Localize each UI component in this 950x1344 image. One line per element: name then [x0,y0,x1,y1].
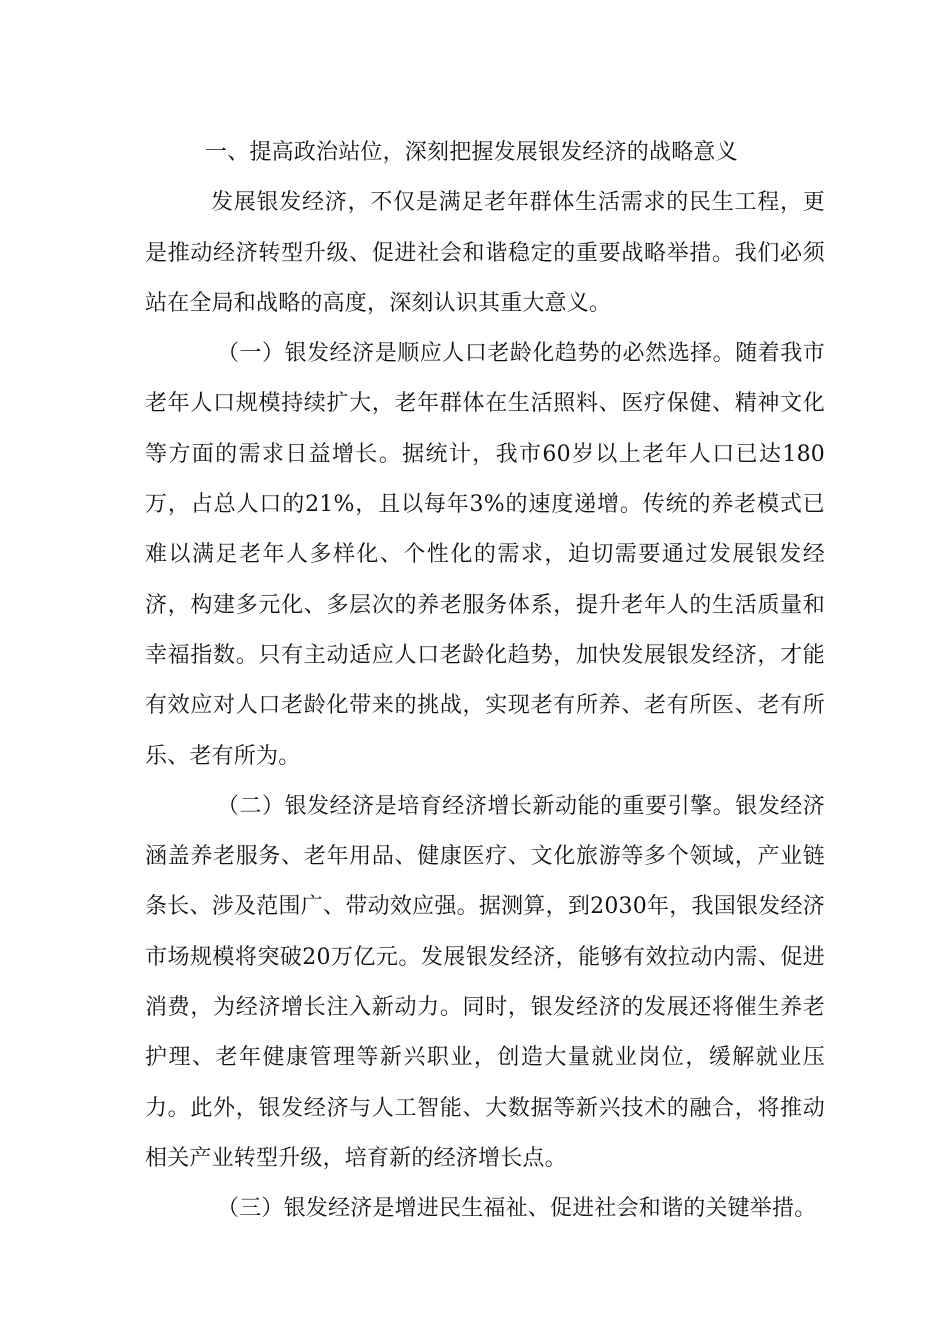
paragraph-intro: 发展银发经济，不仅是满足老年群体生活需求的民生工程，更是推动经济转型升级、促进社会和谐稳定的重要战略举措。我们必须站在全局和战略的高度，深刻认识其重大意义。 [145,190,825,316]
paragraph-point-3: （三）银发经济是增进民生福祉、促进社会和谐的关键举措。 [217,1196,817,1222]
paragraph-point-1: （一）银发经济是顺应人口老龄化趋势的必然选择。随着我市老年人口规模持续扩大，老年群体在生活照料、医疗保健、精神文化等方面的需求日益增长。据统计，我市60岁以上老年人口已达180万，占总人口的21%，且以每年3%的速度递增。传统的养老模式已难以满足老年人多样化、个性化的需求，迫切需要通过发展银发经济，构建多元化、多层次的养老服务体系，提升老年人的生活质量和幸福指数。只有主动适应人口老龄化趋势，加快发展银发经济，才能有效应对人口老龄化带来的挑战，实现老有所养、老有所医、老有所乐、老有所为。 [145,341,825,769]
document-body [145,128,825,1235]
paragraph-point-2: （二）银发经济是培育经济增长新动能的重要引擎。银发经济涵盖养老服务、老年用品、健康医疗、文化旅游等多个领域，产业链条长、涉及范围广、带动效应强。据测算，到2030年，我国银发经济市场规模将突破20万亿元。发展银发经济，能够有效拉动内需、促进消费，为经济增长注入新动力。同时，银发经济的发展还将催生养老护理、老年健康管理等新兴职业，创造大量就业岗位，缓解就业压力。此外，银发经济与人工智能、大数据等新兴技术的融合，将推动相关产业转型升级，培育新的经济增长点。 [145,793,825,1171]
section-heading: 一、提高政治站位，深刻把握发展银发经济的战略意义 [205,140,738,165]
